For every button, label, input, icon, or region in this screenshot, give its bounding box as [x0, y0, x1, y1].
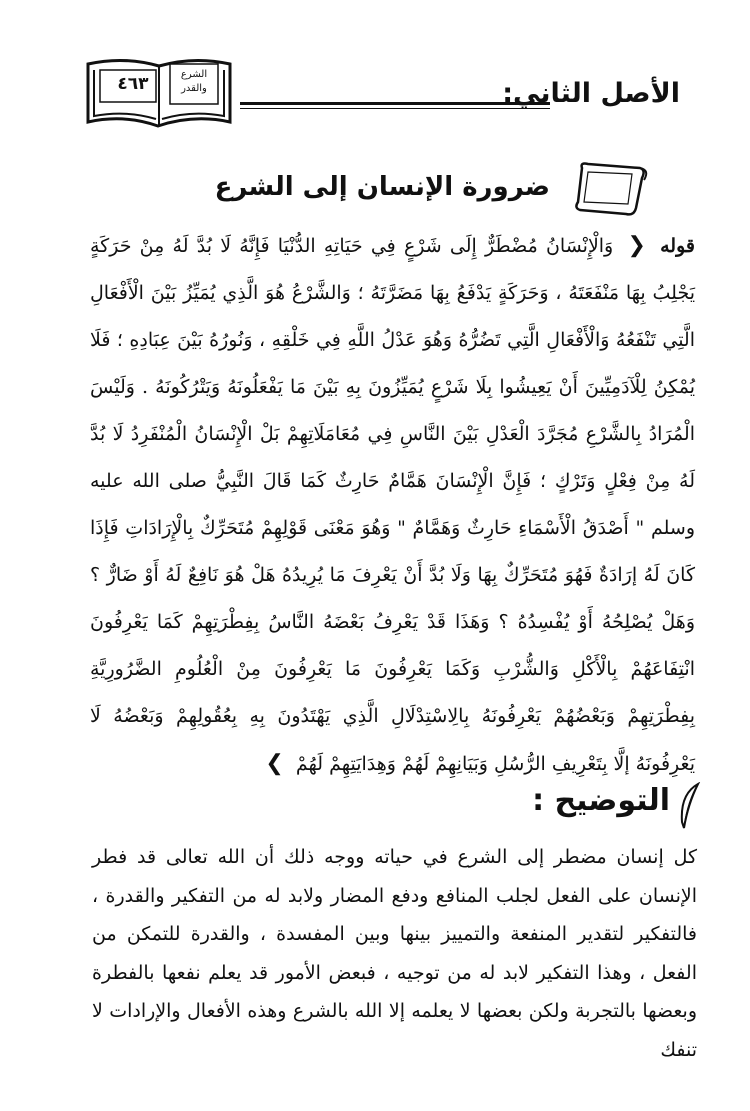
section-title: ضرورة الإنسان إلى الشرع: [214, 172, 550, 202]
quote-lead: قوله: [660, 235, 695, 257]
quoted-text: [90, 222, 695, 788]
book-label-line1: الشرع: [180, 69, 208, 80]
page-header: [0, 40, 750, 140]
ornament-open-icon: ❮: [627, 233, 646, 258]
chapter-title: الأصل الثاني:: [502, 78, 680, 109]
explanation-body: كل إنسان مضطر إلى الشرع في حياته ووجه ذلك أن الله تعالى قد فطر الإنسان على الفعل لجلب المنافع ودفع المضار ولابد له من التفكير والقدرة ، فالتفكير لتقدير المنفعة والتمييز بينها وبين المفسدة ، والقدرة للتمكن من الفعل ، وهذا التفكير لابد له من توجيه ، فبعض الأمور قد يعلم نفعها بالفطرة وبعضها بالتجربة ولكن بعضها لا يعلمه إلا الله بالشرع وهذه الأفعال والإرادات لا تنفك: [92, 846, 697, 1061]
quill-icon: [674, 782, 704, 832]
ornament-close-icon: ❯: [265, 751, 284, 776]
quote-body: وَالْإِنْسَانُ مُضْطَرٌّ إِلَى شَرْعٍ فِي حَيَاتِهِ الدُّنْيَا فَإِنَّهُ لَا بُدَّ لَهُ مِنْ حَرَكَةٍ يَجْلِبُ بِهَا مَنْفَعَتَهُ ، وَحَرَكَةٍ يَدْفَعُ بِهَا مَضَرَّتَهُ ؛ وَالشَّرْعُ هُوَ الَّذِي يُمَيِّزُ بَيْنَ الْأَفْعَالِ الَّتِي تَنْفَعُهُ وَالْأَفْعَالِ الَّتِي تَضُرُّهُ وَهُوَ عَدْلُ اللَّهِ فِي خَلْقِهِ ، وَنُورُهُ بَيْنَ عِبَادِهِ ؛ فَلَا يُمْكِنُ لِلْآدَمِيِّينَ أَنْ يَعِيشُوا بِلَا شَرْعٍ يُمَيِّزُونَ بِهِ بَيْنَ مَا يَفْعَلُونَهُ وَيَتْرُكُونَهُ . وَلَيْسَ الْمُرَادُ بِالشَّرْعِ مُجَرَّدَ الْعَدْلِ بَيْنَ النَّاسِ فِي مُعَامَلَاتِهِمْ بَلْ الْإِنْسَانُ الْمُنْفَرِدُ لَا بُدَّ لَهُ مِنْ فِعْلٍ وَتَرْكٍ ؛ فَإِنَّ الْإِنْسَانَ هَمَّامٌ حَارِثٌ كَمَا قَالَ النَّبِيُّ صلى الله عليه وسلم " أَصْدَقُ الْأَسْمَاءِ حَارِثٌ وَهَمَّامٌ " وَهُوَ مَعْنَى قَوْلِهِمْ مُتَحَرِّكٌ بِالْإِرَادَاتِ فَإِذَا كَانَ لَهُ إرَادَةٌ فَهُوَ مُتَحَرِّكٌ بِهَا وَلَا بُدَّ أَنْ يَعْرِفَ مَا يُرِيدُهُ هَلْ هُوَ نَافِعٌ لَهُ أَوْ ضَارٌّ ؟ وَهَلْ يُصْلِحُهُ أَوْ يُفْسِدُهُ ؟ وَهَذَا قَدْ يَعْرِفُ بَعْضَهُ النَّاسُ بِفِطْرَتِهِمْ كَمَا يَعْرِفُونَ انْتِفَاعَهُمْ بِالْأَكْلِ وَالشُّرْبِ وَكَمَا يَعْرِفُونَ مَا يَعْرِفُونَ مِنْ الْعُلُومِ الضَّرُورِيَّةِ بِفِطْرَتِهِمْ وَبَعْضُهُمْ يَعْرِفُونَهُ بِالِاسْتِدْلَالِ الَّذِي يَهْتَدُونَ بِهِ بِعُقُولِهِمْ وَبَعْضُهُ لَا يَعْرِفُونَهُ إلَّا بِتَعْرِيفِ الرُّسُلِ وَبَيَانِهِمْ لَهُمْ وَهِدَايَتِهِمْ لَهُمْ: [90, 235, 695, 775]
book-label-line2: والقدر: [181, 83, 207, 94]
explanation-title: التوضيح :: [532, 783, 670, 818]
scroll-icon: [570, 160, 650, 220]
book-label: [172, 68, 216, 96]
page-number: ٤٦٣: [117, 74, 149, 94]
open-book-icon: [84, 56, 234, 136]
